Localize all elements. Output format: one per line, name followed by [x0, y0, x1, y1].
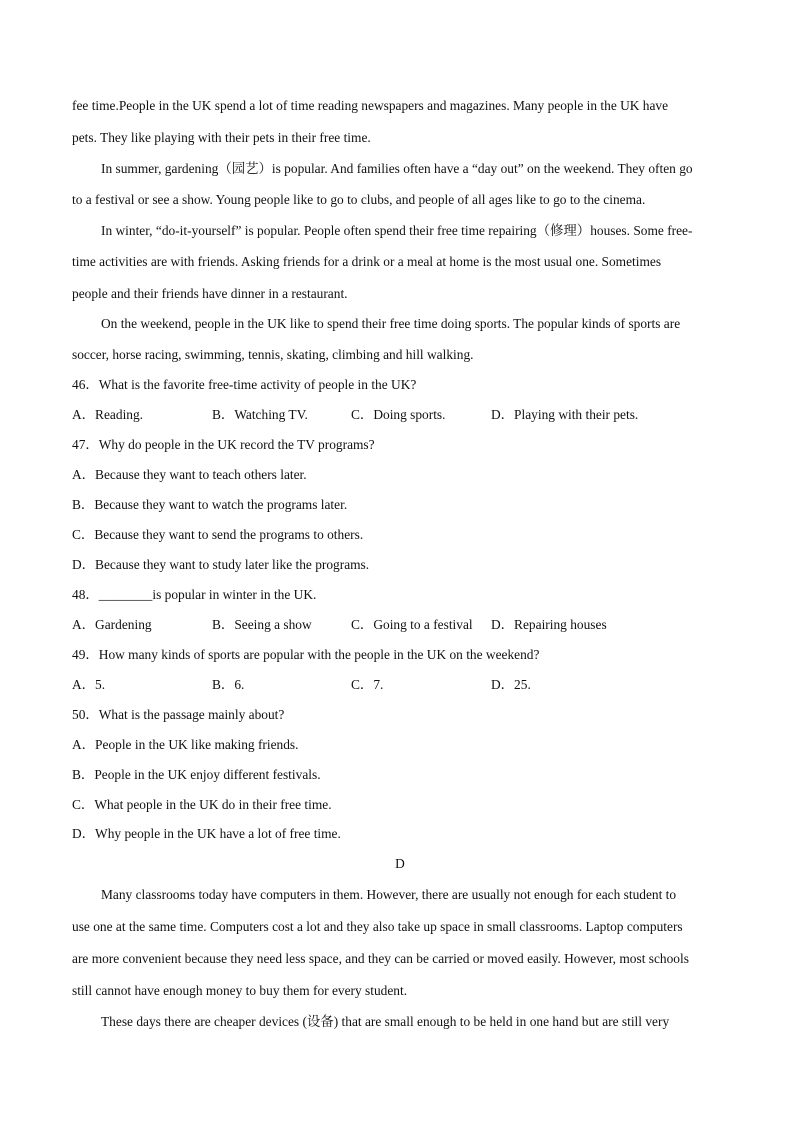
question-46-stem: 46．What is the favorite free-time activity of people in the UK?: [72, 377, 417, 392]
question-47-option-a[interactable]: A．Because they want to teach others later.: [72, 467, 307, 482]
passage-d-p1-line1: Many classrooms today have computers in them. However, there are usually not enough for each student to: [101, 887, 677, 902]
question-49-option-b[interactable]: B．6.: [212, 677, 245, 692]
question-49-option-a[interactable]: A．5.: [72, 677, 106, 692]
passage-c-p4-line1: On the weekend, people in the UK like to spend their free time doing sports. The popular kinds of sports are: [101, 316, 681, 331]
question-46-option-b[interactable]: B．Watching TV.: [212, 407, 308, 422]
passage-d-p1-line4: still cannot have enough money to buy them for every student.: [72, 983, 408, 998]
question-50-stem: 50．What is the passage mainly about?: [72, 707, 285, 722]
question-50-option-b[interactable]: B．People in the UK enjoy different festivals.: [72, 767, 321, 782]
question-50-option-d[interactable]: D．Why people in the UK have a lot of free time.: [72, 826, 341, 841]
passage-d-p1-line3: are more convenient because they need less space, and they can be carried or moved easily. However, most schools: [72, 951, 689, 966]
question-48-option-a[interactable]: A．Gardening: [72, 617, 152, 632]
passage-c-p3-line1: In winter, “do-it-yourself” is popular. People often spend their free time repairing（修理）houses. Some free-: [101, 223, 693, 238]
passage-d-p1-line2: use one at the same time. Computers cost a lot and they also take up space in small classrooms. Laptop computers: [72, 919, 683, 934]
question-47-option-d[interactable]: D．Because they want to study later like the programs.: [72, 557, 370, 572]
passage-c-p1-line1: fee time.People in the UK spend a lot of time reading newspapers and magazines. Many people in the UK have: [72, 98, 669, 113]
question-46-option-d[interactable]: D．Playing with their pets.: [491, 407, 639, 422]
question-48-option-b[interactable]: B．Seeing a show: [212, 617, 312, 632]
question-46-option-c[interactable]: C．Doing sports.: [351, 407, 446, 422]
passage-c-p3-line3: people and their friends have dinner in a restaurant.: [72, 286, 348, 301]
passage-c-p2-line2: to a festival or see a show. Young people like to go to clubs, and people of all ages like to go to the cinema.: [72, 192, 646, 207]
question-49-option-d[interactable]: D．25.: [491, 677, 531, 692]
question-49-stem: 49．How many kinds of sports are popular with the people in the UK on the weekend?: [72, 647, 540, 662]
question-48-option-c[interactable]: C．Going to a festival: [351, 617, 473, 632]
passage-c-p4-line2: soccer, horse racing, swimming, tennis, skating, climbing and hill walking.: [72, 347, 474, 362]
passage-c-p2-line1: In summer, gardening（园艺）is popular. And families often have a “day out” on the weekend. They often go: [101, 161, 693, 176]
question-50-option-c[interactable]: C．What people in the UK do in their free time.: [72, 797, 332, 812]
question-46-option-a[interactable]: A．Reading.: [72, 407, 144, 422]
passage-d-heading: D: [395, 856, 405, 871]
question-47-option-b[interactable]: B．Because they want to watch the programs later.: [72, 497, 348, 512]
question-47-stem: 47．Why do people in the UK record the TV programs?: [72, 437, 375, 452]
question-48-stem: 48．________is popular in winter in the UK.: [72, 587, 317, 602]
passage-c-p1-line2: pets. They like playing with their pets in their free time.: [72, 130, 371, 145]
passage-c-p3-line2: time activities are with friends. Asking friends for a drink or a meal at home is the most usual one. Sometimes: [72, 254, 662, 269]
passage-d-p2-line1: These days there are cheaper devices (设备) that are small enough to be held in one hand but are still very: [101, 1014, 670, 1029]
question-48-option-d[interactable]: D．Repairing houses: [491, 617, 607, 632]
question-50-option-a[interactable]: A．People in the UK like making friends.: [72, 737, 299, 752]
question-47-option-c[interactable]: C．Because they want to send the programs to others.: [72, 527, 364, 542]
question-49-option-c[interactable]: C．7.: [351, 677, 384, 692]
